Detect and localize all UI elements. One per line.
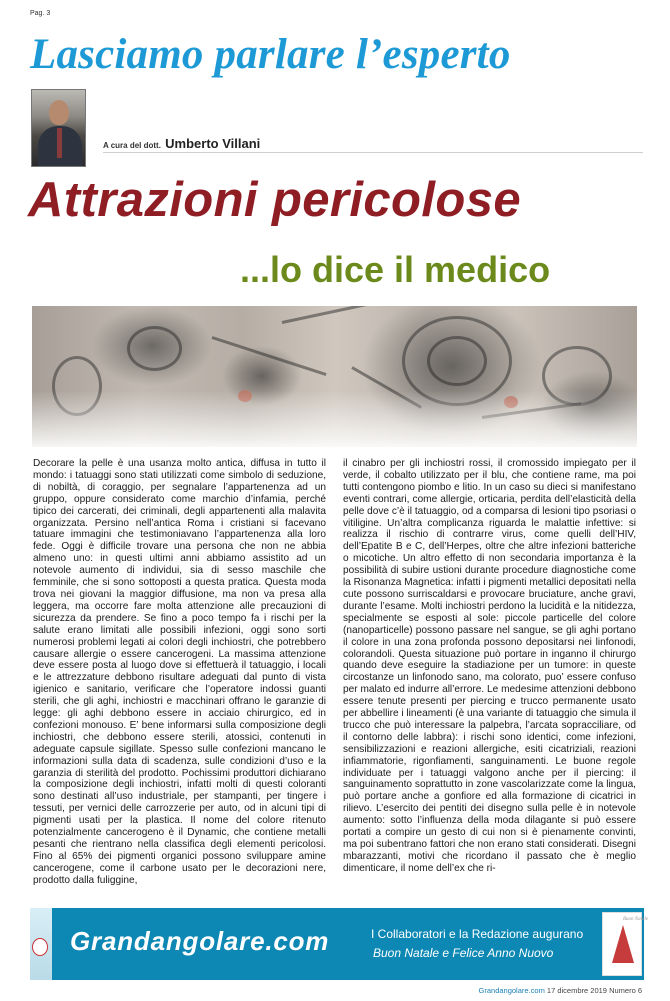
article-headline: Attrazioni pericolose bbox=[28, 173, 522, 227]
byline bbox=[103, 136, 260, 151]
footer-issue: Numero 6 bbox=[609, 986, 642, 995]
footer-greeting-line-1: I Collaboratori e la Redazione augurano bbox=[371, 927, 584, 941]
article-column-1: Decorare la pelle è una usanza molto antica, diffusa in tutto il mondo: i tatuaggi sono stati utilizzati come simbolo di seduzione, di nobiltà, di coraggio, per segnalare l’appartenenza ad un gruppo, oppure considerato come marchio d’infamia, perché tipico dei carcerati, dei criminali, degli appartenenti alla malavita organizzata. Persino nell’antica Roma i cristiani si facevano tatuare immagini che testimoniavano l’appartenenza alla loro fede. Oggi è difficile trovare una persona che non ne abbia almeno uno: in questi ultimi anni abbiamo assistito ad un notevole aumento di individui, sia di sesso maschile che femminile, che si sono sottoposti a questa pratica. Questa moda trova nei giovani la maggior diffusione, ma non va presa alla leggera, ma occorre fare molta attenzione alle precauzioni di sicurezza da prendere. Se fino a poco tempo fa i rischi per la salute erano limitati alle possibili infezioni, oggi sono sorti numerosi problemi legati ai colori degli inchiostri, che potrebbero causare allergie o essere cancerogeni. La massima attenzione deve essere posta al luogo dove si effettuerà il tatuaggio, i locali e le attrezzature debbono risultare adeguati dal punto di vista igienico e sanitario, verificare che l’operatore indossi guanti sterili, che gli aghi, inchiostri e macchinari offrano le garanzie di legge: gli aghi debbono essere in acciaio chirurgico, ed in confezioni monouso. E’ bene informarsi sulla composizione degli inchiostri, che debbono essere sterili, atossici, contenuti in adeguate capsule sigillate. Spesso sulle confezioni mancano le informazioni sulla data di scadenza, sulle condizioni d’uso e la garanzia di sterilità del prodotto. Pochissimi produttori dichiarano la composizione degli inchiostri, infatti molti di questi coloranti sono destinati all’uso industriale, per stampanti, per tingere i tessuti, per vernici delle carrozzerie per auto, od in alcuni tipi di pigmenti usati per la plastica. Il nome del colore ritenuto potenzialmente cancerogeno è il Dynamic, che contiene metalli pesanti che rientrano nella classifica degli elementi pericolosi. Fino al 65% dei pigmenti organici possono sviluppare amine cancerogene, come il carbone usato per le decorazioni nere, prodotto dalla fuliggine, bbox=[33, 458, 326, 886]
author-name: Umberto Villani bbox=[165, 136, 261, 151]
byline-divider bbox=[103, 152, 643, 153]
footer-brand: Grandangolare.com bbox=[70, 926, 330, 956]
page-number: Pag. 3 bbox=[30, 10, 51, 17]
tattoo-photo bbox=[32, 306, 637, 447]
christmas-decoration-image bbox=[30, 908, 52, 980]
christmas-tree-icon bbox=[612, 925, 634, 963]
article-column-2: il cinabro per gli inchiostri rossi, il cromossido impiegato per il verde, il cobalto utilizzato per il blu, che contiene rame, ma poi tutti contengono piombo e litio. In un caso su dieci si manifestano eventi contrari, come allergie, orticaria, perdita dell’elasticità della pelle dove c’è il tatuaggio, od a comparsa di lesioni tipo psoriasi o vitiligine. Un’altra complicanza riguarda le malattie infettive: si realizza il rischio di contrarre virus, come quelli dell’HIV, dell’Epatite B e C, dell’Herpes, oltre che altre infezioni batteriche o micotiche. Un altro effetto di non secondaria importanza è la possibilità di subire ustioni durante procedure diagnostiche come la Risonanza Magnetica: infatti i pigmenti metallici depositati nella cute possono surriscaldarsi e provocare bruciature, anche gravi, durante l’esame. Molti inchiostri perdono la lucidità e la nitidezza, specialmente se esposti al sole: piccole particelle del colore (nanoparticelle) possono passare nel sangue, se gli aghi portano il colore in una zona profonda possono depositarsi nei linfonodi, colorandoli. Questa situazione può portare in inganno il chirurgo quando deve eseguire la stadiazione per un tumore: in queste circostanze un linfonodo sano, ma colorato, puo’ essere confuso per malato ed indurre all’errore. Le medesime attenzioni debbono essere tenute presenti per piercing e trucco permanente usato per abbellire i lineamenti (è una variante di tatuaggio che simula il trucco che può interessare la palpebra, l’arcata sopracciliare, od il contorno delle labbra): i rischi sono identici, come infezioni, sensibilizzazioni e reazioni allergiche, esiti cicatriziali, reazioni infiammatorie, rigonfiamenti, sanguinamenti. Le buone regole individuate per i tatuaggi valgono anche per il piercing: il sanguinamento soprattutto in zone vascolarizzate come la lingua, può portare anche a gonfiore ed alla formazione di cicatrici in rilievo. L’esercito dei pentiti dei disegno sulla pelle è in notevole aumento: sotto l’influenza della moda dilagante si può essere portati a compire un gesto di cui non si è pienamente convinti, ma poi subentrano fattori che non erano stati considerati. Disegni mbarazzanti, motivi che ricordano il passato che è meglio dimenticare, il nome dell’ex che ri- bbox=[343, 458, 636, 874]
author-photo bbox=[31, 89, 86, 167]
footer-info bbox=[0, 986, 642, 995]
footer-greeting-line-2: Buon Natale e Felice Anno Nuovo bbox=[373, 946, 554, 960]
christmas-card-image bbox=[602, 912, 649, 976]
footer-banner bbox=[30, 908, 649, 980]
article-subhead: ...lo dice il medico bbox=[240, 249, 551, 290]
card-text: Buon Natale bbox=[623, 917, 649, 922]
footer-site: Grandangolare.com bbox=[478, 986, 545, 995]
footer-date: 17 dicembre 2019 bbox=[546, 986, 607, 995]
santa-icon bbox=[32, 938, 48, 956]
byline-prefix: A cura del dott. bbox=[103, 141, 161, 150]
section-title: Lasciamo parlare l’esperto bbox=[30, 31, 511, 78]
